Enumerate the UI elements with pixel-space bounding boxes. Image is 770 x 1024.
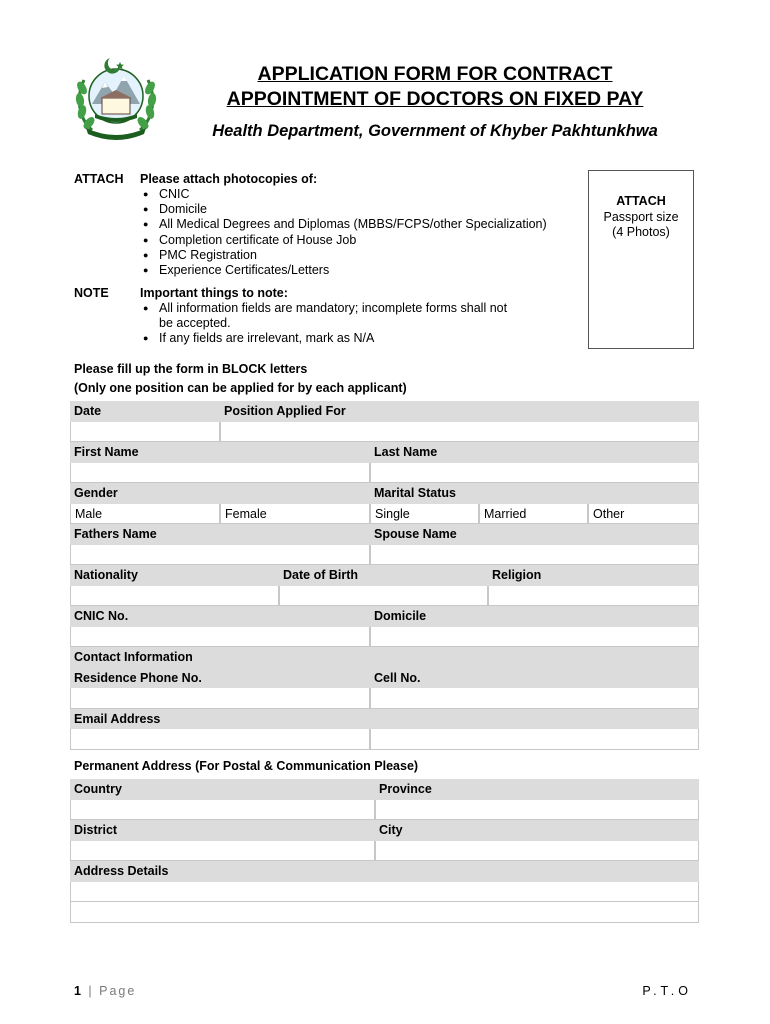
email-input-extra[interactable] <box>370 729 699 750</box>
email-input[interactable] <box>70 729 370 750</box>
form-input-row <box>70 800 699 821</box>
position-input[interactable] <box>220 422 699 443</box>
page-number <box>74 984 136 998</box>
last-name-input[interactable] <box>370 463 699 484</box>
district-input[interactable] <box>70 841 375 862</box>
form-header-row <box>70 820 699 841</box>
form-input-row <box>70 882 699 903</box>
country-label: Country <box>74 782 122 796</box>
address-details-label: Address Details <box>74 864 169 878</box>
spouse-name-input[interactable] <box>370 545 699 566</box>
date-of-birth-label: Date of Birth <box>283 568 358 582</box>
form-input-row <box>70 729 699 750</box>
form-header-row <box>70 709 699 730</box>
note-item-mandatory <box>143 301 529 331</box>
cnic-label: CNIC No. <box>74 609 129 623</box>
country-input[interactable] <box>70 800 375 821</box>
attach-list <box>143 187 547 278</box>
city-input[interactable] <box>375 841 699 862</box>
email-label: Email Address <box>74 711 161 726</box>
form-input-row <box>70 463 699 484</box>
page-number-label: | Page <box>82 984 137 998</box>
gender-label: Gender <box>74 486 118 500</box>
last-name-label: Last Name <box>374 445 438 459</box>
date-label: Date <box>74 404 102 418</box>
form-title-line-2: APPOINTMENT OF DOCTORS ON FIXED PAY <box>226 88 644 110</box>
instruction-block-letters: Please fill up the form in BLOCK letters <box>74 362 308 376</box>
address-details-input-line-1[interactable] <box>70 882 699 903</box>
permanent-address-heading: Permanent Address (For Postal & Communication Please) <box>74 759 419 773</box>
attach-item: ● CNIC <box>143 187 547 202</box>
domicile-label: Domicile <box>374 609 427 623</box>
form-title-line-1: APPLICATION FORM FOR CONTRACT <box>257 63 613 85</box>
applicant-form-grid <box>70 401 699 750</box>
form-header-row <box>70 606 699 627</box>
form-input-row <box>70 586 699 607</box>
first-name-label: First Name <box>74 445 139 459</box>
attach-item: ● Experience Certificates/Letters <box>143 263 547 278</box>
form-header-row <box>70 524 699 545</box>
note-item-na: ● If any fields are irrelevant, mark as N/A <box>143 331 529 346</box>
form-header-row <box>70 442 699 463</box>
attach-item: ● Completion certificate of House Job <box>143 233 547 248</box>
fathers-name-label: Fathers Name <box>74 527 157 541</box>
note-heading: Important things to note: <box>140 286 288 300</box>
nationality-input[interactable] <box>70 586 279 607</box>
note-item-line: ● All information fields are mandatory; incomplete forms shall not <box>159 301 508 315</box>
contact-information-label: Contact Information <box>74 650 193 664</box>
spouse-name-label: Spouse Name <box>374 527 457 541</box>
form-header-row <box>70 565 699 586</box>
form-header-row <box>70 401 699 422</box>
kp-government-emblem <box>72 52 160 140</box>
marital-option-other[interactable]: Other <box>588 504 699 525</box>
instruction-one-position: (Only one position can be applied for by each applicant) <box>74 381 407 395</box>
photo-box-count: (4 Photos) <box>612 225 670 239</box>
note-item-line: be accepted. <box>159 316 231 331</box>
form-input-row <box>70 627 699 648</box>
form-input-row <box>70 545 699 566</box>
city-label: City <box>379 823 403 837</box>
cell-number-label: Cell No. <box>374 670 421 685</box>
form-header-row <box>70 779 699 800</box>
note-list <box>143 301 529 347</box>
form-header-row <box>70 668 699 689</box>
domicile-input[interactable] <box>370 627 699 648</box>
form-subtitle: Health Department, Government of Khyber Pakhtunkhwa <box>212 122 658 140</box>
note-label: NOTE <box>74 286 109 300</box>
form-input-row <box>70 841 699 862</box>
attach-item: ● All Medical Degrees and Diplomas (MBBS/FCPS/other Specialization) <box>143 217 547 232</box>
date-of-birth-input[interactable] <box>279 586 488 607</box>
form-option-row <box>70 504 699 525</box>
please-turn-over: P.T.O <box>642 984 692 998</box>
cnic-input[interactable] <box>70 627 370 648</box>
attach-label: ATTACH <box>74 172 124 186</box>
attach-item: ● PMC Registration <box>143 248 547 263</box>
religion-input[interactable] <box>488 586 699 607</box>
district-label: District <box>74 823 118 837</box>
email-spacer <box>370 709 699 730</box>
gender-option-male[interactable]: Male <box>70 504 220 525</box>
passport-photo-box <box>588 170 694 349</box>
province-label: Province <box>379 782 432 796</box>
first-name-input[interactable] <box>70 463 370 484</box>
attach-item: ● Domicile <box>143 202 547 217</box>
form-header-row <box>70 861 699 882</box>
marital-option-married[interactable]: Married <box>479 504 588 525</box>
nationality-label: Nationality <box>74 568 138 582</box>
photo-box-size: Passport size <box>603 210 679 224</box>
attach-heading: Please attach photocopies of: <box>140 172 318 186</box>
religion-label: Religion <box>492 568 542 582</box>
form-header-row <box>70 483 699 504</box>
cell-number-input[interactable] <box>370 688 699 709</box>
address-details-input-line-2[interactable] <box>70 902 699 923</box>
residence-phone-input[interactable] <box>70 688 370 709</box>
date-input[interactable] <box>70 422 220 443</box>
form-input-row <box>70 688 699 709</box>
address-form-grid <box>70 779 699 923</box>
form-input-row <box>70 902 699 923</box>
form-input-row <box>70 422 699 443</box>
position-label: Position Applied For <box>224 404 346 418</box>
marital-option-single[interactable]: Single <box>370 504 479 525</box>
form-header-row <box>70 647 699 668</box>
gender-option-female[interactable]: Female <box>220 504 370 525</box>
page-number-value: 1 <box>74 984 83 998</box>
photo-box-title: ATTACH <box>616 194 666 208</box>
marital-status-label: Marital Status <box>374 486 456 500</box>
fathers-name-input[interactable] <box>70 545 370 566</box>
residence-phone-label: Residence Phone No. <box>74 670 202 685</box>
province-input[interactable] <box>375 800 699 821</box>
